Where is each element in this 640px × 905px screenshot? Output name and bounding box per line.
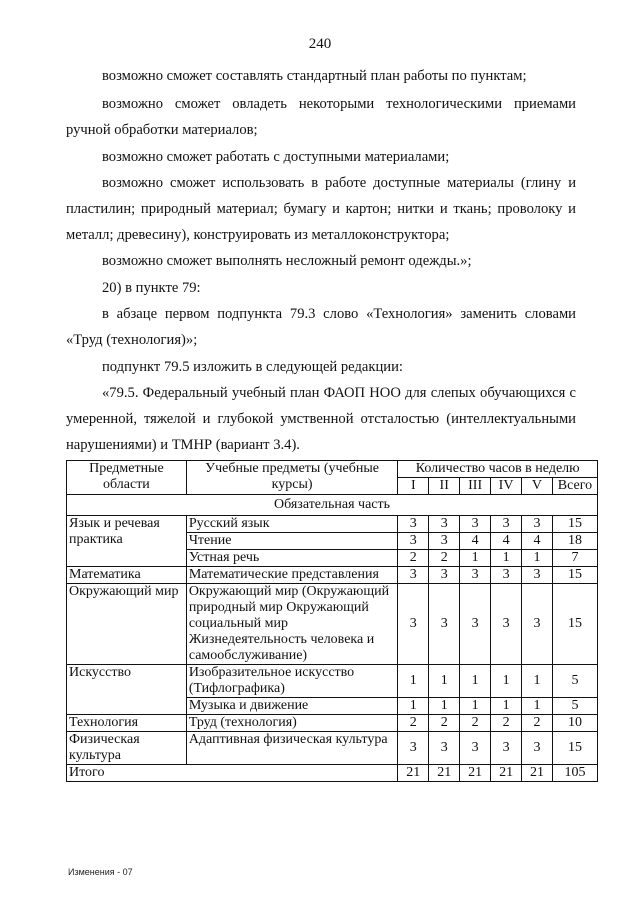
paragraph-9: «79.5. Федеральный учебный план ФАОП НОО для слепых обучающихся с умеренной, тяжелой и глубокой умственной отсталостью (интеллектуальными нарушениями) и ТМНР (вариант 3.4). (66, 385, 576, 453)
total-cell: 7 (552, 550, 597, 567)
hours-cell: 3 (522, 584, 553, 665)
total-cell: 18 (552, 533, 597, 550)
area-cell: Окружающий мир (67, 584, 187, 665)
header-class-2: II (429, 478, 460, 495)
subject-cell: Адаптивная физическая культура (186, 732, 398, 765)
hours-cell: 3 (398, 516, 429, 533)
header-class-1: I (398, 478, 429, 495)
hours-cell: 21 (398, 765, 429, 782)
subject-cell: Окружающий мир (Окружающий природный мир Окружающий социальный мир Жизнедеятельность человека и самообслуживание) (186, 584, 398, 665)
area-cell: Физическая культура (67, 732, 187, 765)
itogo-label: Итого (67, 765, 398, 782)
paragraph-4: возможно сможет использовать в работе доступные материалы (глину и пластилин; природный материал; бумагу и картон; нитки и ткань; проволоку и металл; древесину), конструировать из металлоконструктора; (66, 175, 576, 243)
total-cell: 5 (552, 698, 597, 715)
hours-cell: 1 (522, 665, 553, 698)
table-row (67, 584, 598, 665)
total-cell: 5 (552, 665, 597, 698)
total-cell: 105 (552, 765, 597, 782)
hours-cell: 3 (398, 533, 429, 550)
paragraph-7: в абзаце первом подпункта 79.3 слово «Технология» заменить словами «Труд (технология)»; (66, 306, 576, 348)
header-subjects: Учебные предметы (учебные курсы) (186, 461, 398, 495)
hours-cell: 3 (522, 732, 553, 765)
hours-cell: 2 (460, 715, 491, 732)
hours-cell: 3 (460, 516, 491, 533)
hours-cell: 3 (491, 584, 522, 665)
hours-cell: 2 (491, 715, 522, 732)
hours-cell: 3 (398, 732, 429, 765)
subject-cell: Русский язык (186, 516, 398, 533)
subject-cell: Труд (технология) (186, 715, 398, 732)
section-mandatory: Обязательная часть (67, 495, 598, 516)
paragraph-3: возможно сможет работать с доступными материалами; (102, 149, 450, 165)
hours-cell: 2 (429, 715, 460, 732)
area-cell: Язык и речевая практика (67, 516, 187, 567)
hours-cell: 2 (398, 715, 429, 732)
subject-cell: Музыка и движение (186, 698, 398, 715)
header-class-4: IV (491, 478, 522, 495)
header-class-5: V (522, 478, 553, 495)
table-row (67, 732, 598, 765)
subject-cell: Чтение (186, 533, 398, 550)
hours-cell: 1 (398, 665, 429, 698)
subject-cell: Математические представления (186, 567, 398, 584)
paragraph-6: 20) в пункте 79: (102, 280, 201, 296)
hours-cell: 4 (522, 533, 553, 550)
hours-cell: 21 (460, 765, 491, 782)
header-hours: Количество часов в неделю (398, 461, 598, 478)
hours-cell: 3 (429, 567, 460, 584)
hours-cell: 3 (522, 516, 553, 533)
hours-cell: 21 (491, 765, 522, 782)
hours-cell: 1 (429, 665, 460, 698)
hours-cell: 3 (460, 584, 491, 665)
hours-cell: 1 (429, 698, 460, 715)
curriculum-table (66, 460, 598, 782)
total-cell: 15 (552, 584, 597, 665)
paragraph-8: подпункт 79.5 изложить в следующей редакции: (102, 359, 403, 375)
hours-cell: 1 (460, 698, 491, 715)
table-row-total (67, 765, 598, 782)
header-total: Всего (552, 478, 597, 495)
hours-cell: 1 (522, 698, 553, 715)
table-row (67, 516, 598, 533)
page-footer: Изменения - 07 (68, 867, 133, 877)
hours-cell: 1 (460, 665, 491, 698)
hours-cell: 1 (398, 698, 429, 715)
hours-cell: 2 (429, 550, 460, 567)
area-cell: Математика (67, 567, 187, 584)
hours-cell: 21 (429, 765, 460, 782)
hours-cell: 4 (491, 533, 522, 550)
table-row (67, 715, 598, 732)
total-cell: 10 (552, 715, 597, 732)
total-cell: 15 (552, 567, 597, 584)
header-class-3: III (460, 478, 491, 495)
subject-cell: Изобразительное искусство (Тифлографика) (186, 665, 398, 698)
hours-cell: 2 (398, 550, 429, 567)
hours-cell: 3 (460, 732, 491, 765)
hours-cell: 3 (460, 567, 491, 584)
hours-cell: 1 (491, 550, 522, 567)
hours-cell: 2 (522, 715, 553, 732)
hours-cell: 3 (522, 567, 553, 584)
hours-cell: 3 (491, 567, 522, 584)
hours-cell: 3 (429, 732, 460, 765)
hours-cell: 3 (398, 584, 429, 665)
hours-cell: 3 (429, 516, 460, 533)
hours-cell: 1 (491, 698, 522, 715)
header-areas: Предметные области (67, 461, 187, 495)
paragraph-1: возможно сможет составлять стандартный план работы по пунктам; (102, 68, 527, 84)
area-cell: Технология (67, 715, 187, 732)
hours-cell: 1 (491, 665, 522, 698)
total-cell: 15 (552, 516, 597, 533)
hours-cell: 3 (429, 533, 460, 550)
paragraph-5: возможно сможет выполнять несложный ремонт одежды.»; (102, 253, 472, 269)
hours-cell: 3 (491, 516, 522, 533)
hours-cell: 4 (460, 533, 491, 550)
paragraph-2: возможно сможет овладеть некоторыми технологическими приемами ручной обработки материалов; (66, 96, 576, 138)
subject-cell: Устная речь (186, 550, 398, 567)
page-number: 240 (308, 36, 332, 52)
hours-cell: 21 (522, 765, 553, 782)
hours-cell: 3 (429, 584, 460, 665)
hours-cell: 3 (491, 732, 522, 765)
table-row (67, 567, 598, 584)
total-cell: 15 (552, 732, 597, 765)
hours-cell: 1 (460, 550, 491, 567)
hours-cell: 1 (522, 550, 553, 567)
hours-cell: 3 (398, 567, 429, 584)
table-row (67, 665, 598, 698)
area-cell: Искусство (67, 665, 187, 715)
